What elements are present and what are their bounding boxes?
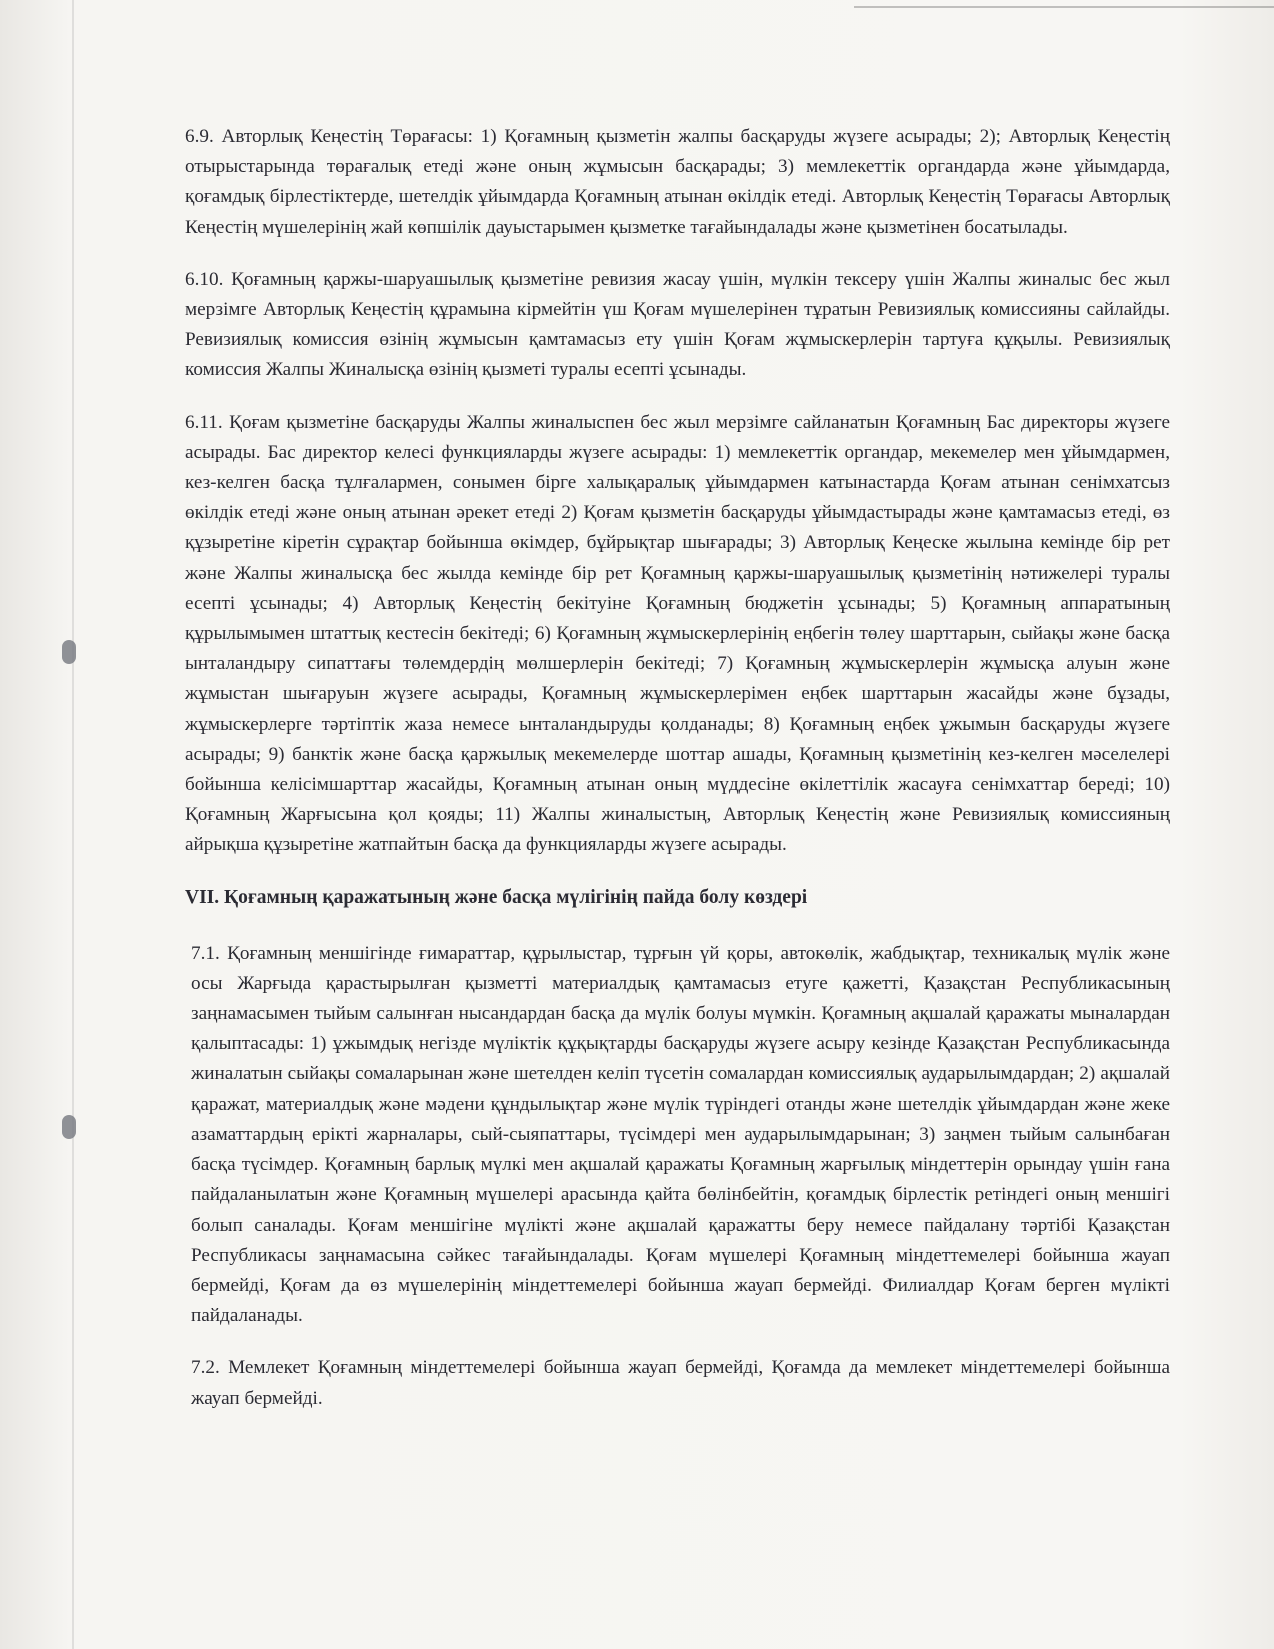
paragraph-6-11: 6.11. Қоғам қызметіне басқаруды Жалпы жиналыспен бес жыл мерзімге сайланатын Қоғамның Бас директоры жүзеге асырады. Бас директор келесі функцияларды жүзеге асырады: 1) мемлекеттік органдар, мекемелер мен ұйымдармен, кез-келген басқа тұлғалармен, сонымен бірге халықаралық ұйымдармен катынастарда Қоғам атынан сенімхатсыз өкілдік етеді және оның атынан әрекет етеді 2) Қоғам қызметін басқаруды ұйымдастырады және қамтамасыз етеді, өз құзыретіне кіретін сұрақтар бойынша өкімдер, бұйрықтар шығарады; 3) Авторлық Кеңеске жылына кемінде бір рет және Жалпы жиналысқа бес жылда кемінде бір рет Қоғамның қаржы-шаруашылық қызметінің нәтижелері туралы есепті ұсынады; 4) Авторлық Кеңестің бекітуіне Қоғамның бюджетін ұсынады; 5) Қоғамның аппаратының құрылымымен штаттық кестесін бекітеді; 6) Қоғамның жұмыскерлерінің еңбегін төлеу шарттарын, сыйақы және басқа ынталандыру сипаттағы төлемдердің мөлшерлерін бекітеді; 7) Қоғамның жұмыскерлерін жұмысқа алуын және жұмыстан шығаруын жүзеге асырады, Қоғамның жұмыскерлерімен еңбек шарттарын жасайды және бұзады, жұмыскерлерге тәртіптік жаза немесе ынталандыруды қолданады; 8) Қоғамның еңбек ұжымын басқаруды жүзеге асырады; 9) банктік және басқа қаржылық мекемелерде шоттар ашады, Қоғамның қызметінің кез-келген мәселелері бойынша келісімшарттар жасайды, Қоғамның атынан оның мүддесіне өкілеттілік жасауға сенімхаттар береді; 10) Қоғамның Жарғысына қол қояды; 11) Жалпы жиналыстың, Авторлық Кеңестің және Ревизиялық комиссияның айрықша құзыретіне жатпайтын басқа да функцияларды жүзеге асырады. (185, 411, 1170, 856)
document-body (185, 122, 1170, 1436)
paragraph-7-2: 7.2. Мемлекет Қоғамның міндеттемелері бойынша жауап бермейді, Қоғамда да мемлекет міндеттемелері бойынша жауап бермейді. (191, 1357, 1170, 1409)
paragraph-7-1: 7.1. Қоғамның меншігінде ғимараттар, құрылыстар, тұрғын үй қоры, автокөлік, жабдықтар, техникалық мүлік және осы Жарғыда қарастырылған қызметті материалдық қамтамасыз етуге қажетті, Қазақстан Республикасының заңнамасымен тыйым салынған нысандардан басқа да мүлік болуы мүмкін. Қоғамның ақшалай қаражаты мыналардан қалыптасады: 1) ұжымдық негізде мүліктік құқықтарды басқаруды жүзеге асыру кезінде Қазақстан Республикасында жиналатын сыйақы сомаларынан және шетелден келіп түсетін сомалардан комиссиялық аударылымдардан; 2) ақшалай қаражат, материалдық және мәдени құндылықтар және мүлік түріндегі отанды және шетелдік ұйымдардан және жеке азаматтардың ерікті жарналары, сый-сыяпаттары, түсімдері мен аударылымдарынан; 3) заңмен тыйым салынбаған басқа түсімдер. Қоғамның барлық мүлкі мен ақшалай қаражаты Қоғамның жарғылық міндеттерін орындау үшін ғана пайдаланылатын және Қоғамның мүшелері арасында қайта бөлінбейтін, қоғамдық бірлестік ретіндегі оның меншігі болып саналады. Қоғам меншігіне мүлікті және ақшалай қаражатты беру немесе пайдалану тәртібі Қазақстан Республикасы заңнамасына сәйкес тағайындалады. Қоғам мүшелері Қоғамның міндеттемелері бойынша жауап бермейді, Қоғам да өз мүшелерінің міндеттемелері бойынша жауап бермейді. Филиалдар Қоғам берген мүлікті пайдаланады. (191, 942, 1170, 1327)
section-heading-7: VII. Қоғамның қаражатының және басқа мүлігінің пайда болу көздері (185, 886, 808, 908)
paragraph-6-9: 6.9. Авторлық Кеңестің Төрағасы: 1) Қоғамның қызметін жалпы басқаруды жүзеге асырады; 2); Авторлық Кеңестің отырыстарында төрағалық етеді және оның жұмысын басқарады; 3) мемлекеттік органдарда және ұйымдарда, қоғамдық бірлестіктерде, шетелдік ұйымдарда Қоғамның атынан өкілдік етеді. Авторлық Кеңестің Төрағасы Авторлық Кеңестің мүшелерінің жай көпшілік дауыстарымен қызметке тағайындалады және қызметінен босатылады. (185, 126, 1170, 238)
punch-hole (62, 640, 76, 664)
punch-hole (62, 1115, 76, 1139)
binding-fold (72, 0, 74, 1649)
scan-edge-line (854, 6, 1274, 8)
paragraph-6-10: 6.10. Қоғамның қаржы-шаруашылық қызметіне ревизия жасау үшін, мүлкін тексеру үшін Жалпы жиналыс бес жыл мерзімге Авторлық Кеңестің құрамына кірмейтін үш Қоғам мүшелерінен тұратын Ревизиялық комиссияны сайлайды. Ревизиялық комиссия өзінің жұмысын қамтамасыз ету үшін Қоғам жұмыскерлерін тартуға құқылы. Ревизиялық комиссия Жалпы Жиналысқа өзінің қызметі туралы есепті ұсынады. (185, 268, 1170, 381)
